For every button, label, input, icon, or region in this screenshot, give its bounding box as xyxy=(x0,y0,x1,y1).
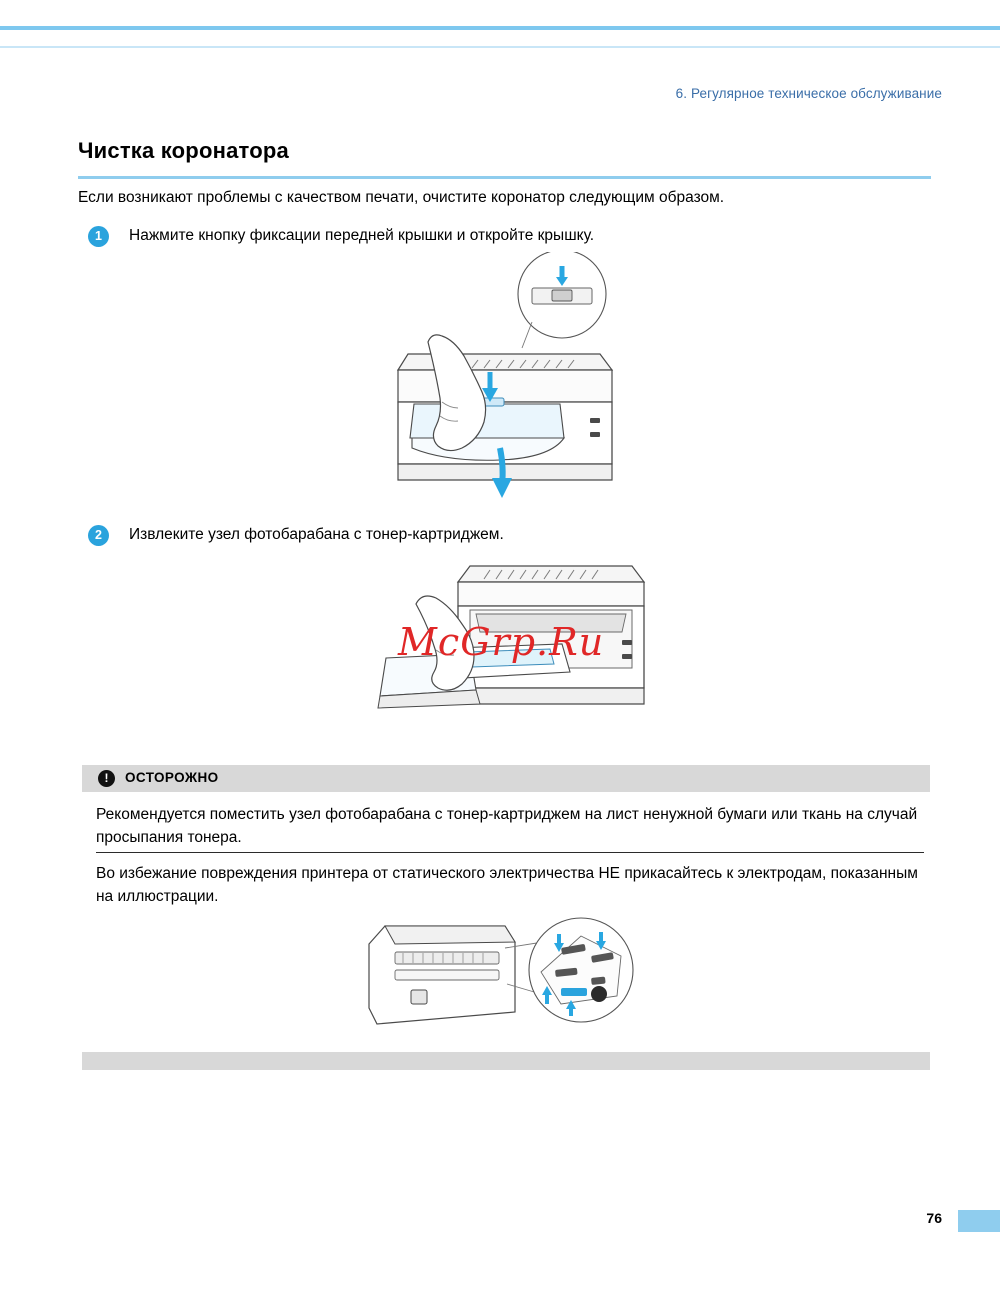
top-rule-primary xyxy=(0,26,1000,30)
page-number: 76 xyxy=(926,1210,942,1226)
figure-drum-unit-removal xyxy=(350,548,680,743)
watermark: McGrp.Ru xyxy=(398,620,605,664)
figure-drum-electrodes-detail xyxy=(355,912,645,1037)
figure-printer-front-cover-open xyxy=(350,252,680,502)
title-underline xyxy=(78,176,931,179)
exclamation-icon: ! xyxy=(98,770,115,787)
caution-header-bar xyxy=(82,765,930,792)
caution-footer-bar xyxy=(82,1052,930,1070)
top-rule-secondary xyxy=(0,46,1000,48)
caution-paragraph-2: Во избежание повреждения принтера от статического электричества НЕ прикасайтесь к электродам, показанным на иллюстрации. xyxy=(96,865,918,906)
step-item xyxy=(88,524,938,546)
page-title: Чистка коронатора xyxy=(78,138,289,163)
step-number-badge: 1 xyxy=(88,226,109,247)
caution-label: ОСТОРОЖНО xyxy=(125,770,219,785)
step-number-badge: 2 xyxy=(88,525,109,546)
caution-divider xyxy=(96,852,924,853)
chapter-header: 6. Регулярное техническое обслуживание xyxy=(675,86,942,101)
caution-paragraph-1: Рекомендуется поместить узел фотобарабана с тонер-картриджем на лист ненужной бумаги или ткань на случай просыпания тонера. xyxy=(96,806,918,847)
step-item xyxy=(88,225,938,247)
step-text: Нажмите кнопку фиксации передней крышки и откройте крышку. xyxy=(129,227,595,244)
intro-paragraph: Если возникают проблемы с качеством печати, очистите коронатор следующим образом. xyxy=(78,189,725,206)
step-text: Извлеките узел фотобарабана с тонер-картриджем. xyxy=(129,526,504,543)
page-number-tab xyxy=(958,1210,1000,1232)
